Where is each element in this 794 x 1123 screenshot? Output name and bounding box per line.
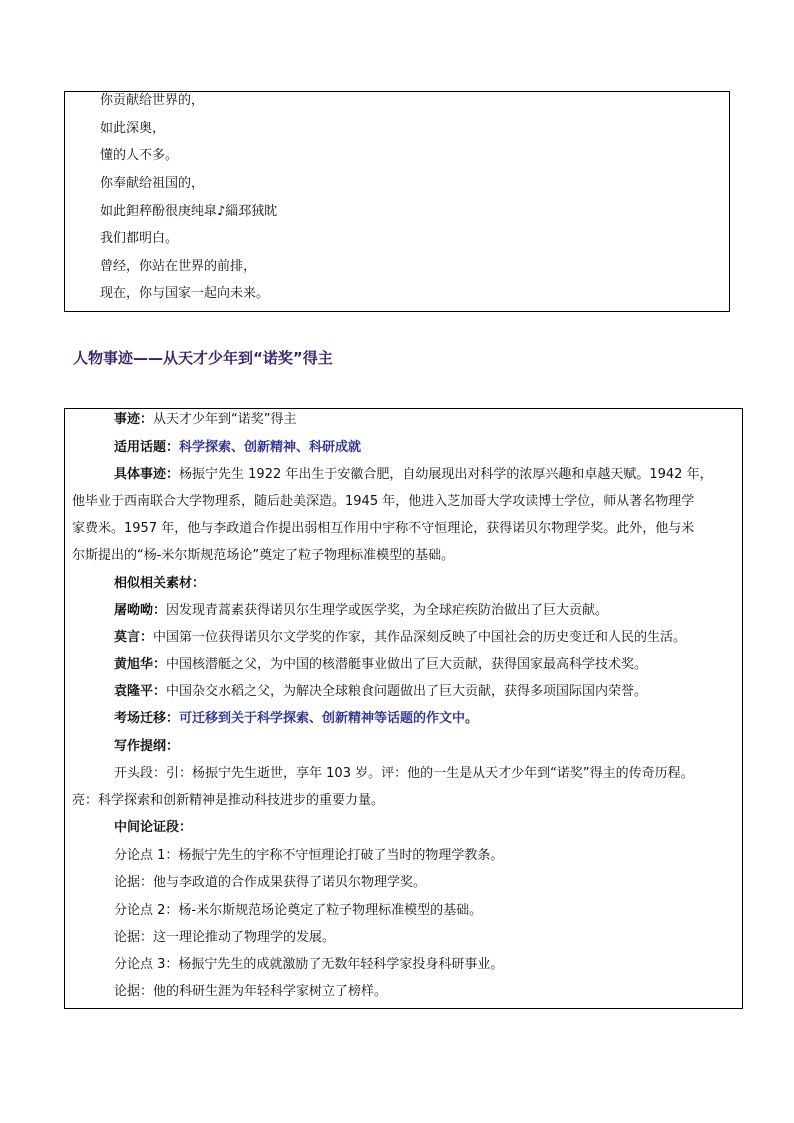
poem-line: 如此深奥，	[100, 121, 166, 136]
opening-line: 引：杨振宁先生逝世，享年 103 岁。评：他的一生是从天才少年到“诺奖”得主的传奇历程。	[166, 766, 694, 781]
middle-line: 分论点 1：杨振宁先生的宇称不守恒理论打破了当时的物理学教条。	[114, 848, 504, 863]
middle-line: 分论点 3：杨振宁先生的成就激励了无数年轻科学家投身科研事业。	[114, 957, 504, 972]
poem-line: 现在，你与国家一起向未来。	[100, 286, 270, 301]
similar-name: 屠呦呦：	[114, 603, 167, 618]
event-label: 事迹：	[114, 412, 154, 427]
detail-label: 具体事迹：	[114, 467, 180, 482]
middle-line: 论据：他与李政道的合作成果获得了诺贝尔物理学奖。	[114, 875, 427, 890]
event-value: 从天才少年到“诺奖”得主	[153, 412, 297, 427]
topics-value: 科学探索、创新精神、科研成就	[179, 440, 362, 455]
event-row	[114, 412, 297, 428]
detail-row	[114, 467, 713, 483]
similar-text: 中国第一位获得诺贝尔文学奖的作家，其作品深刻反映了中国社会的历史变迁和人民的生活。	[153, 630, 687, 645]
topics-label: 适用话题：	[114, 440, 180, 455]
similar-name: 莫言：	[114, 630, 154, 645]
detail-line: 他毕业于西南联合大学物理系，随后赴美深造。1945 年，他进入芝加哥大学攻读博士学位，师从著名物理学	[72, 494, 695, 509]
similar-label: 相似相关素材：	[114, 576, 206, 591]
similar-text: 中国杂交水稻之父，为解决全球粮食问题做出了巨大贡献，获得多项国际国内荣誉。	[166, 684, 648, 699]
transfer-row	[114, 711, 478, 727]
similar-item	[114, 657, 647, 673]
similar-item	[114, 684, 647, 700]
section-heading: 人物事迹——从天才少年到“诺奖”得主	[73, 349, 333, 367]
detail-line: 家费米。1957 年，他与李政道合作提出弱相互作用中宇称不守恒理论，获得诺贝尔物理学奖。此外，他与米	[72, 521, 695, 536]
poem-line: 如此鉭稡酚很庚纯皐♪緇邳狨眈	[100, 204, 278, 219]
middle-label: 中间论证段：	[114, 820, 193, 835]
topics-row	[114, 440, 361, 456]
poem-line: 我们都明白。	[100, 231, 179, 246]
detail-line: 尔斯提出的“杨-米尔斯规范场论”奠定了粒子物理标准模型的基础。	[72, 548, 455, 563]
opening-row	[114, 766, 694, 782]
transfer-value: 可迁移到关于科学探索、创新精神等话题的作文中。	[179, 711, 479, 726]
middle-line: 分论点 2：杨-米尔斯规范场论奠定了粒子物理标准模型的基础。	[114, 903, 483, 918]
opening-line: 亮：科学探索和创新精神是推动科技进步的重要力量。	[72, 793, 385, 808]
poem-line: 懂的人不多。	[100, 148, 179, 163]
poem-line: 曾经，你站在世界的前排，	[100, 259, 257, 274]
outline-label: 写作提纲：	[114, 739, 180, 754]
similar-text: 中国核潜艇之父，为中国的核潜艇事业做出了巨大贡献，获得国家最高科学技术奖。	[166, 657, 648, 672]
opening-label: 开头段：	[114, 766, 167, 781]
transfer-label: 考场迁移：	[114, 711, 180, 726]
middle-line: 论据：他的科研生涯为年轻科学家树立了榜样。	[114, 984, 388, 999]
poem-line: 你奉献给祖国的，	[100, 176, 205, 191]
middle-line: 论据：这一理论推动了物理学的发展。	[114, 930, 336, 945]
poem-line: 你贡献给世界的，	[100, 93, 205, 108]
similar-name: 黄旭华：	[114, 657, 167, 672]
similar-text: 因发现青蒿素获得诺贝尔生理学或医学奖，为全球疟疾防治做出了巨大贡献。	[166, 603, 609, 618]
similar-item	[114, 603, 608, 619]
detail-line: 杨振宁先生 1922 年出生于安徽合肥，自幼展现出对科学的浓厚兴趣和卓越天赋。1942 年，	[179, 467, 713, 482]
similar-name: 袁隆平：	[114, 684, 167, 699]
similar-item	[114, 630, 686, 646]
